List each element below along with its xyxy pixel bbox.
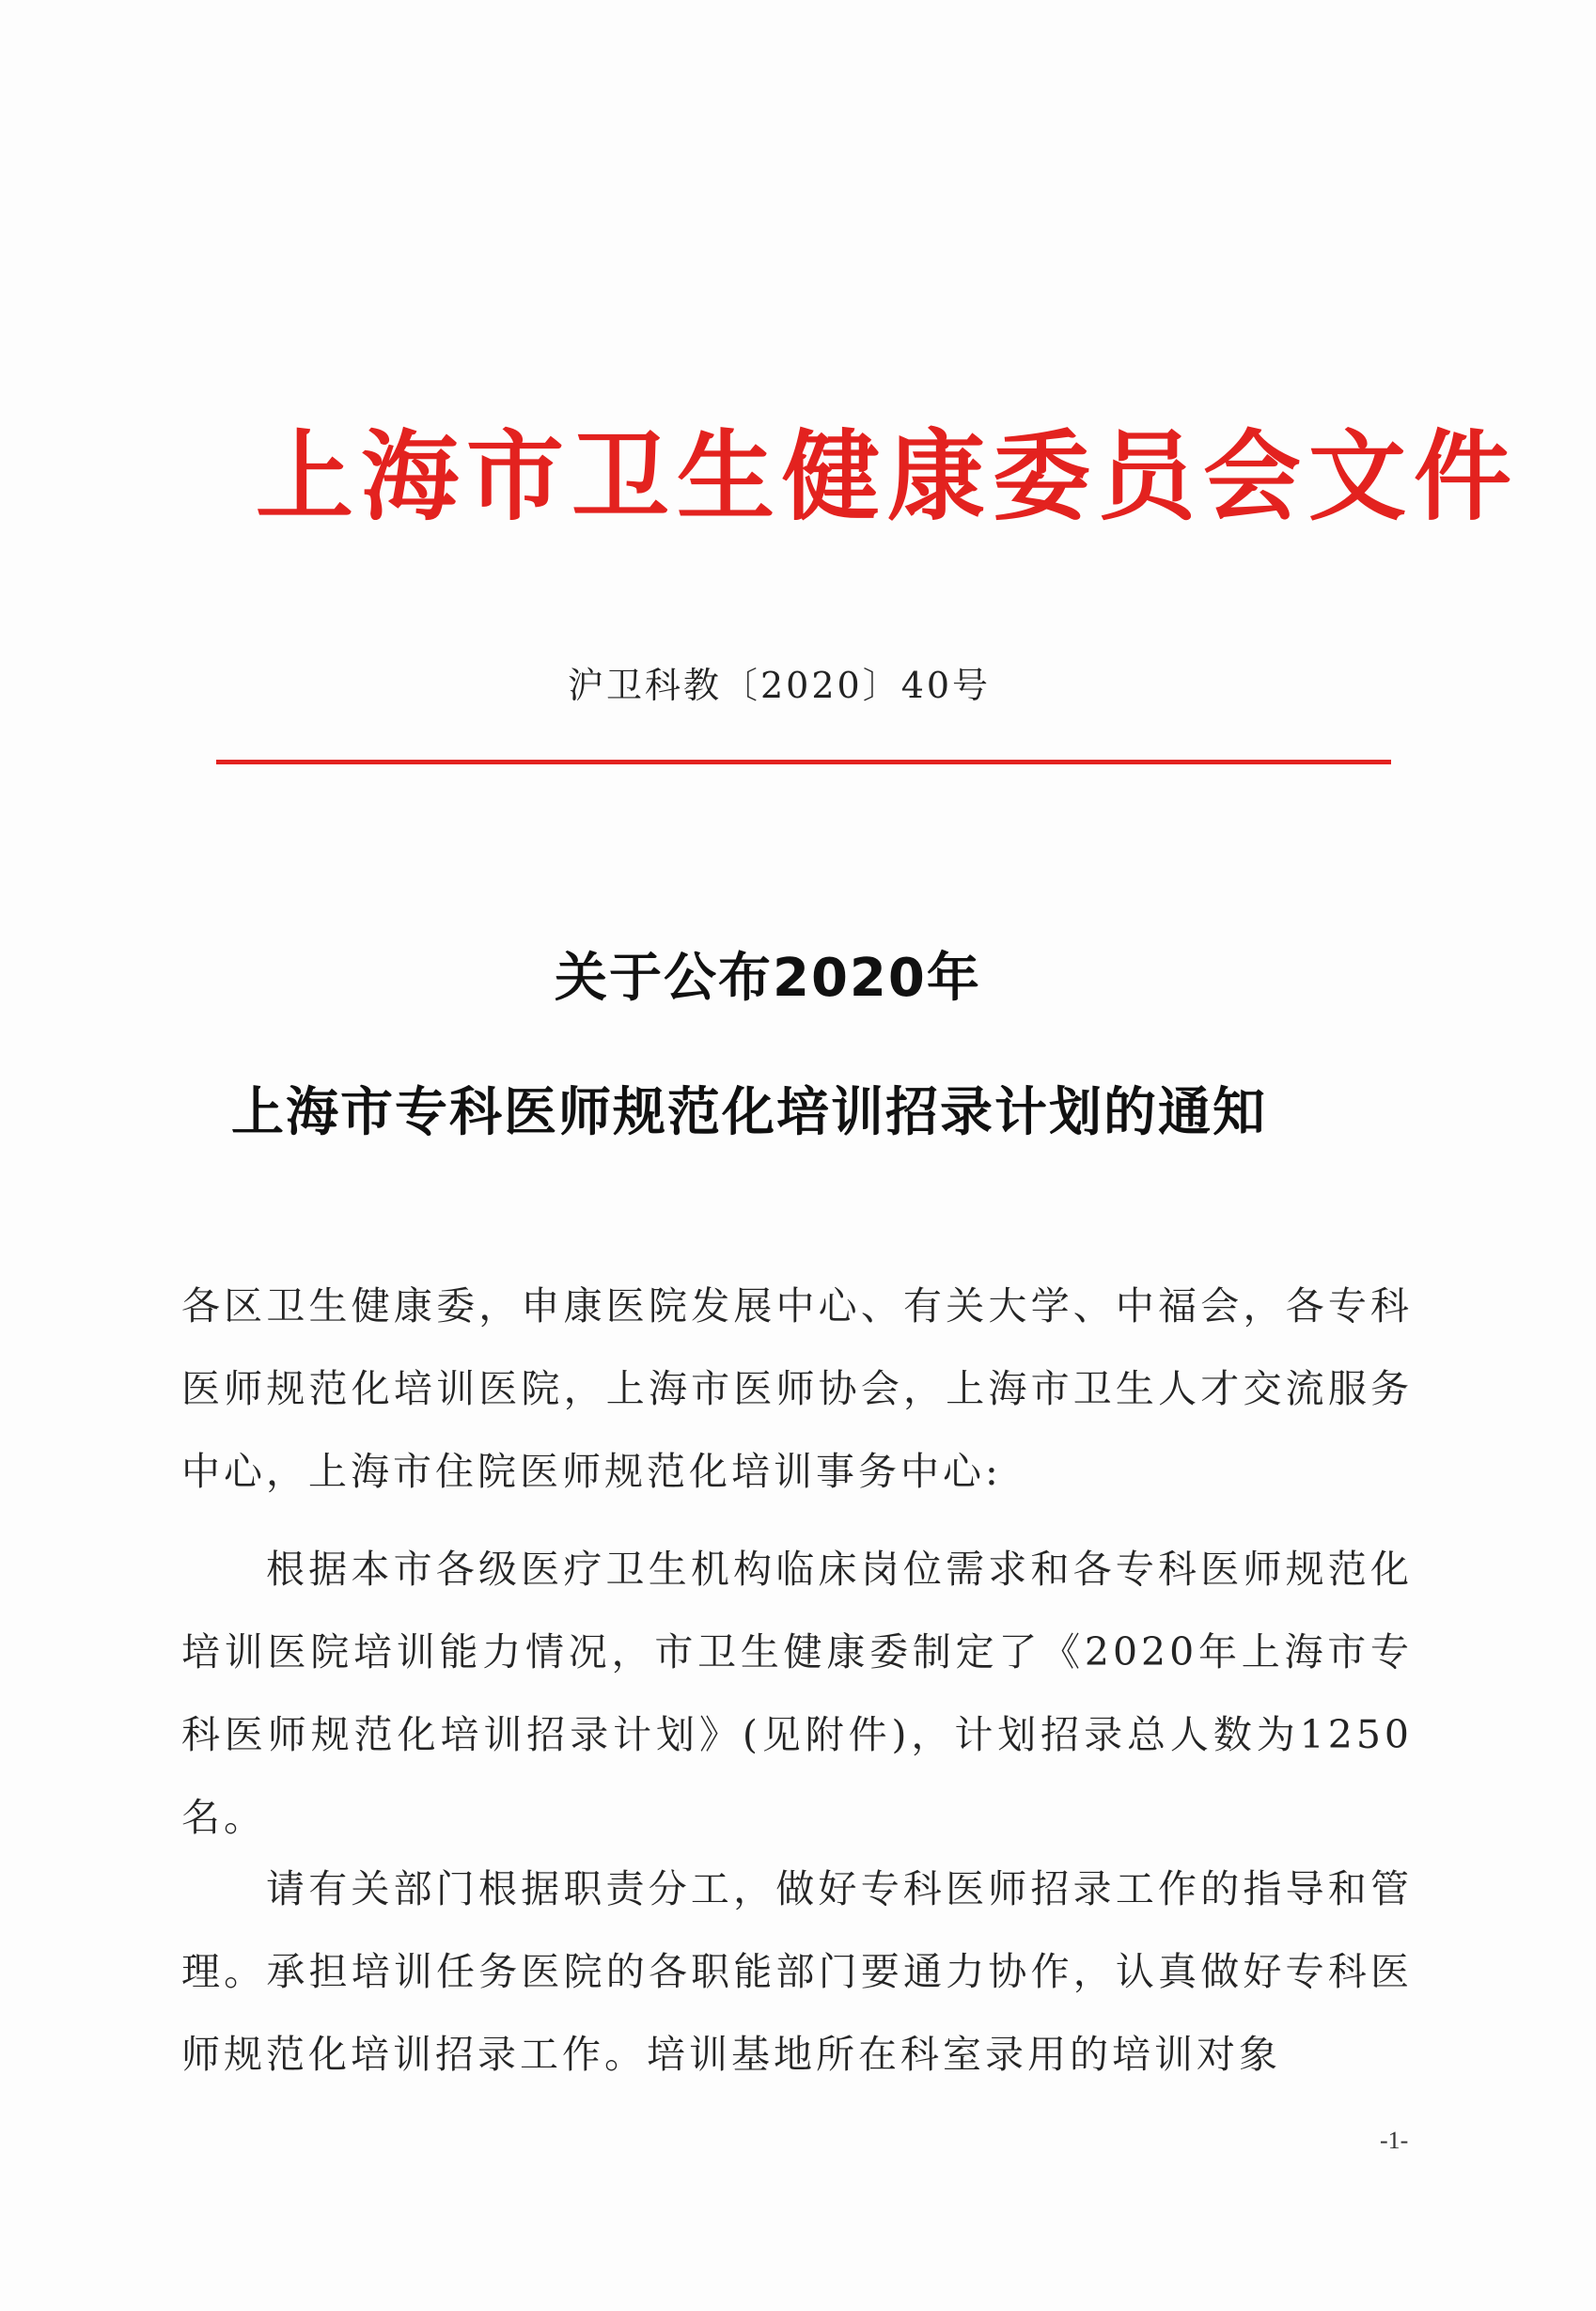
document-number: 沪卫科教〔2020〕40号 [568, 665, 992, 706]
notice-title-line-2: 上海市专科医师规范化培训招录计划的通知 [231, 1082, 1267, 1143]
body-paragraph-1: 根据本市各级医疗卫生机构临床岗位需求和各专科医师规范化培训医院培训能力情况，市卫生健康委制定了《2020年上海市专科医师规范化培训招录计划》(见附件)，计划招录总人数为1250名。 [181, 1547, 1413, 1840]
salutation-paragraph: 各区卫生健康委，申康医院发展中心、有关大学、中福会，各专科医师规范化培训医院，上海市医师协会，上海市卫生人才交流服务中心，上海市住院医师规范化培训事务中心: [181, 1283, 1413, 1494]
notice-title-line-1: 关于公布2020年 [555, 948, 981, 1009]
issuer-header-title: 上海市卫生健康委员会文件 [256, 418, 1520, 534]
page-number: -1- [1380, 2127, 1409, 2154]
body-paragraph-2: 请有关部门根据职责分工，做好专科医师招录工作的指导和管理。承担培训任务医院的各职能部门要通力协作，认真做好专科医师规范化培训招录工作。培训基地所在科室录用的培训对象 [181, 1866, 1413, 2077]
red-divider-line [216, 760, 1391, 764]
